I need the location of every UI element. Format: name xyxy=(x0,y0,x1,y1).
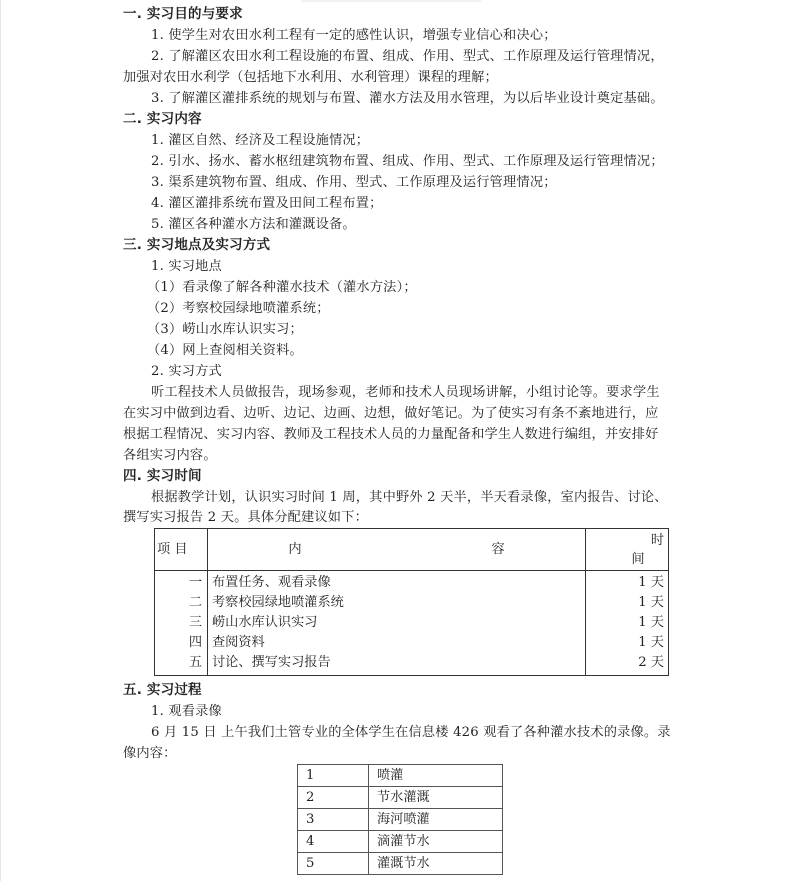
list-item: 5. 灌区各种灌水方法和灌溉设备。 xyxy=(151,217,356,232)
list-item: （1）看录像了解各种灌水技术（灌水方法）； xyxy=(147,280,417,295)
paragraph-line: 各组实习内容。 xyxy=(123,448,217,463)
video-content-table xyxy=(297,764,503,875)
table-row xyxy=(298,809,503,831)
subheading: 1. 观看录像 xyxy=(151,704,222,719)
cell-name: 喷灌 xyxy=(369,765,503,787)
table-row xyxy=(298,765,503,787)
paragraph-line: 撰写实习报告 2 天。具体分配建议如下： xyxy=(123,510,368,525)
cell-number: 2 xyxy=(298,787,369,809)
section-heading-2: 二. 实习内容 xyxy=(123,111,202,127)
list-item: 2. 引水、扬水、蓄水枢纽建筑物布置、组成、作用、型式、工作原理及运行管理情况； xyxy=(151,154,664,169)
paragraph-line: 2. 了解灌区农田水利工程设施的布置、组成、作用、型式、工作原理及运行管理情况， xyxy=(151,49,664,64)
cell-number: 3 xyxy=(298,809,369,831)
cell-item: 一 xyxy=(155,571,208,594)
cell-content: 崂山水库认识实习 xyxy=(212,615,318,630)
cell-item: 四 xyxy=(155,633,208,653)
cell-name: 灌溉节水 xyxy=(369,853,503,875)
header-time-a: 时 xyxy=(650,533,664,548)
cell-time: 1 天 xyxy=(586,613,669,633)
table-row xyxy=(155,571,669,594)
paragraph-line: 3. 了解灌区灌排系统的规划与布置、灌水方法及用水管理，为以后毕业设计奠定基础。 xyxy=(151,91,664,106)
cell-time: 1 天 xyxy=(586,571,669,594)
paragraph-line: 听工程技术人员做报告，现场参观，老师和技术人员现场讲解，小组讨论等。要求学生 xyxy=(151,385,660,400)
subheading: 2. 实习方式 xyxy=(151,364,222,379)
cell-number: 4 xyxy=(298,831,369,853)
cell-item: 五 xyxy=(155,653,208,676)
cell-number: 5 xyxy=(298,853,369,875)
cell-content: 考察校园绿地喷灌系统 xyxy=(212,595,344,610)
cell-content: 查阅资料 xyxy=(212,635,265,650)
section-heading-5: 五. 实习过程 xyxy=(123,682,202,698)
paragraph-line: 根据教学计划，认识实习时间 1 周，其中野外 2 天半，半天看录像，室内报告、讨论、 xyxy=(151,490,668,505)
page-top-edge xyxy=(301,0,481,2)
cell-item: 三 xyxy=(155,613,208,633)
table-header-row xyxy=(155,529,669,571)
cell-time: 2 天 xyxy=(586,653,669,676)
table-row xyxy=(155,613,669,633)
header-content xyxy=(208,529,586,571)
cell-time: 1 天 xyxy=(586,633,669,653)
cell-name: 节水灌溉 xyxy=(369,787,503,809)
table-row xyxy=(155,653,669,676)
cell-content: 讨论、撰写实习报告 xyxy=(212,655,331,670)
list-item: 4. 灌区灌排系统布置及田间工程布置； xyxy=(151,196,383,211)
table-row xyxy=(155,593,669,613)
schedule-table xyxy=(154,528,669,676)
header-content-b: 容 xyxy=(491,541,505,557)
list-item: （3）崂山水库认识实习； xyxy=(147,322,303,337)
list-item: 1. 灌区自然、经济及工程设施情况； xyxy=(151,133,370,148)
paragraph-line: 像内容： xyxy=(123,746,177,761)
paragraph-line: 根据工程情况、实习内容、教师及工程技术人员的力量配备和学生人数进行编组，并安排好 xyxy=(123,427,659,442)
paragraph-line: 6 月 15 日 上午我们土管专业的全体学生在信息楼 426 观看了各种灌水技术的录像。录 xyxy=(151,725,671,740)
cell-number: 1 xyxy=(298,765,369,787)
table-row xyxy=(155,633,669,653)
cell-item: 二 xyxy=(155,593,208,613)
paragraph-line: 在实习中做到边看、边听、边记、边画、边想，做好笔记。为了使实习有条不紊地进行，应 xyxy=(123,406,659,421)
cell-name: 滴灌节水 xyxy=(369,831,503,853)
cell-time: 1 天 xyxy=(586,593,669,613)
cell-content: 布置任务、观看录像 xyxy=(212,575,331,590)
header-time-b: 间 xyxy=(631,552,645,567)
table-row xyxy=(298,831,503,853)
list-item: （2）考察校园绿地喷灌系统； xyxy=(147,301,330,316)
header-content-a: 内 xyxy=(288,541,302,557)
paragraph-line: 1. 使学生对农田水利工程有一定的感性认识，增强专业信心和决心； xyxy=(151,28,557,43)
list-item: 3. 渠系建筑物布置、组成、作用、型式、工作原理及运行管理情况； xyxy=(151,175,557,190)
paragraph-line: 加强对农田水利学（包括地下水利用、水利管理）课程的理解； xyxy=(123,70,498,85)
list-item: （4）网上查阅相关资料。 xyxy=(147,343,303,358)
header-time xyxy=(586,529,669,571)
table-row xyxy=(298,853,503,875)
subheading: 1. 实习地点 xyxy=(151,259,222,274)
header-item: 项 目 xyxy=(155,529,208,571)
section-heading-1: 一. 实习目的与要求 xyxy=(123,6,243,22)
section-heading-3: 三. 实习地点及实习方式 xyxy=(123,237,271,253)
table-row xyxy=(298,787,503,809)
section-heading-4: 四. 实习时间 xyxy=(123,468,202,484)
cell-name: 海河喷灌 xyxy=(369,809,503,831)
